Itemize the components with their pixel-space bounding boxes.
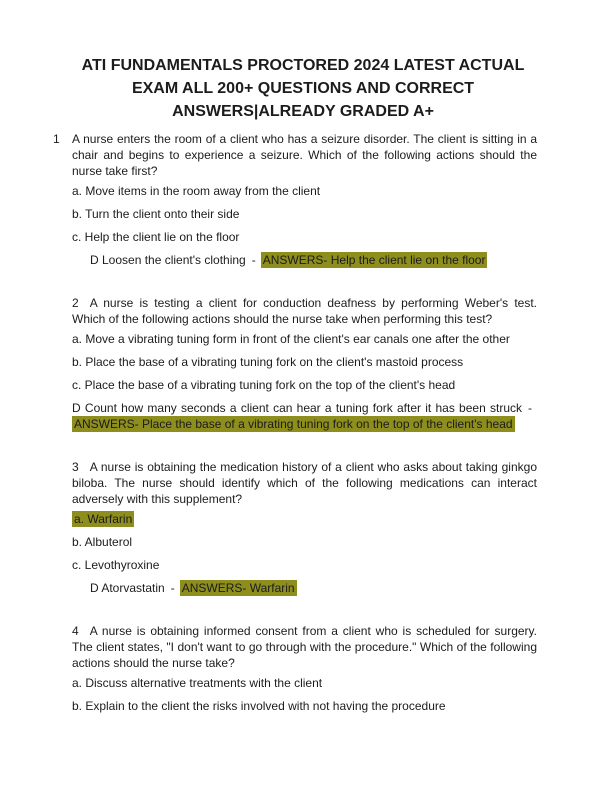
document-body	[53, 131, 537, 714]
question-4-stem	[72, 623, 537, 671]
question-4-stem-text: A nurse is obtaining informed consent from a client who is scheduled for surgery. The client states, "I don't want to go through with the procedure." Which of the following actions should the nurse take?	[72, 624, 537, 670]
question-3-option-c: c. Levothyroxine	[72, 558, 160, 572]
answer-separator: -	[528, 401, 532, 415]
question-2-answer-highlight: ANSWERS- Place the base of a vibrating tuning fork on the top of the client's head	[74, 417, 513, 431]
question-2-stem	[72, 295, 537, 327]
question-1-option-d-answer-line	[72, 252, 537, 268]
question-4-number: 4	[72, 624, 79, 638]
question-3-option-a	[72, 511, 537, 527]
question-3-option-b: b. Albuterol	[72, 535, 133, 549]
answer-separator: -	[170, 581, 175, 595]
question-2-option-b: b. Place the base of a vibrating tuning fork on the client's mastoid process	[72, 355, 464, 369]
question-4-option-a: a. Discuss alternative treatments with the client	[72, 676, 323, 690]
question-2-option-d-text: D Count how many seconds a client can hear a tuning fork after it has been struck	[72, 401, 522, 415]
question-4-option-b: b. Explain to the client the risks involved with not having the procedure	[72, 699, 446, 713]
question-1-answer-highlight: ANSWERS- Help the client lie on the floor	[262, 253, 486, 267]
question-1-option-a: a. Move items in the room away from the client	[72, 184, 321, 198]
question-2-stem-text: A nurse is testing a client for conduction deafness by performing Weber's test. Which of the following actions should the nurse take when performing this test?	[72, 296, 537, 326]
question-3-stem	[72, 459, 537, 507]
question-2-option-a: a. Move a vibrating tuning form in front of the client's ear canals one after the other	[72, 332, 510, 346]
question-1-stem: A nurse enters the room of a client who has a seizure disorder. The client is sitting in a chair and begins to experience a seizure. Which of the following actions should the nurse take first?	[72, 132, 537, 178]
question-3-option-d-answer-line	[72, 580, 537, 596]
question-3-number: 3	[72, 460, 79, 474]
question-1-option-c: c. Help the client lie on the floor	[72, 230, 240, 244]
question-3-stem-text: A nurse is obtaining the medication history of a client who asks about taking ginkgo biloba. The nurse should identify which of the following medications can interact adversely with this supplement?	[72, 460, 537, 506]
title-line-3: ANSWERS|ALREADY GRADED A+	[172, 103, 434, 120]
question-1-option-d: D Loosen the client's clothing	[90, 253, 246, 267]
question-3-option-a-highlight: a. Warfarin	[74, 512, 133, 526]
question-2-option-d	[72, 400, 537, 416]
title-line-2: EXAM ALL 200+ QUESTIONS AND CORRECT	[131, 80, 475, 97]
question-1-option-b: b. Turn the client onto their side	[72, 207, 240, 221]
question-2-answer-line	[72, 416, 537, 432]
question-3	[72, 459, 537, 596]
question-2	[72, 295, 537, 432]
question-3-answer-highlight: ANSWERS- Warfarin	[181, 581, 295, 595]
title-line-1: ATI FUNDAMENTALS PROCTORED 2024 LATEST ACTUAL	[81, 57, 525, 74]
question-1-number: 1	[53, 132, 60, 146]
question-1	[53, 131, 537, 268]
document-title	[38, 0, 568, 123]
answer-separator: -	[251, 253, 256, 267]
question-3-option-d: D Atorvastatin	[90, 581, 165, 595]
question-2-number: 2	[72, 296, 79, 310]
question-2-option-c: c. Place the base of a vibrating tuning fork on the top of the client's head	[72, 378, 456, 392]
question-4	[72, 623, 537, 714]
